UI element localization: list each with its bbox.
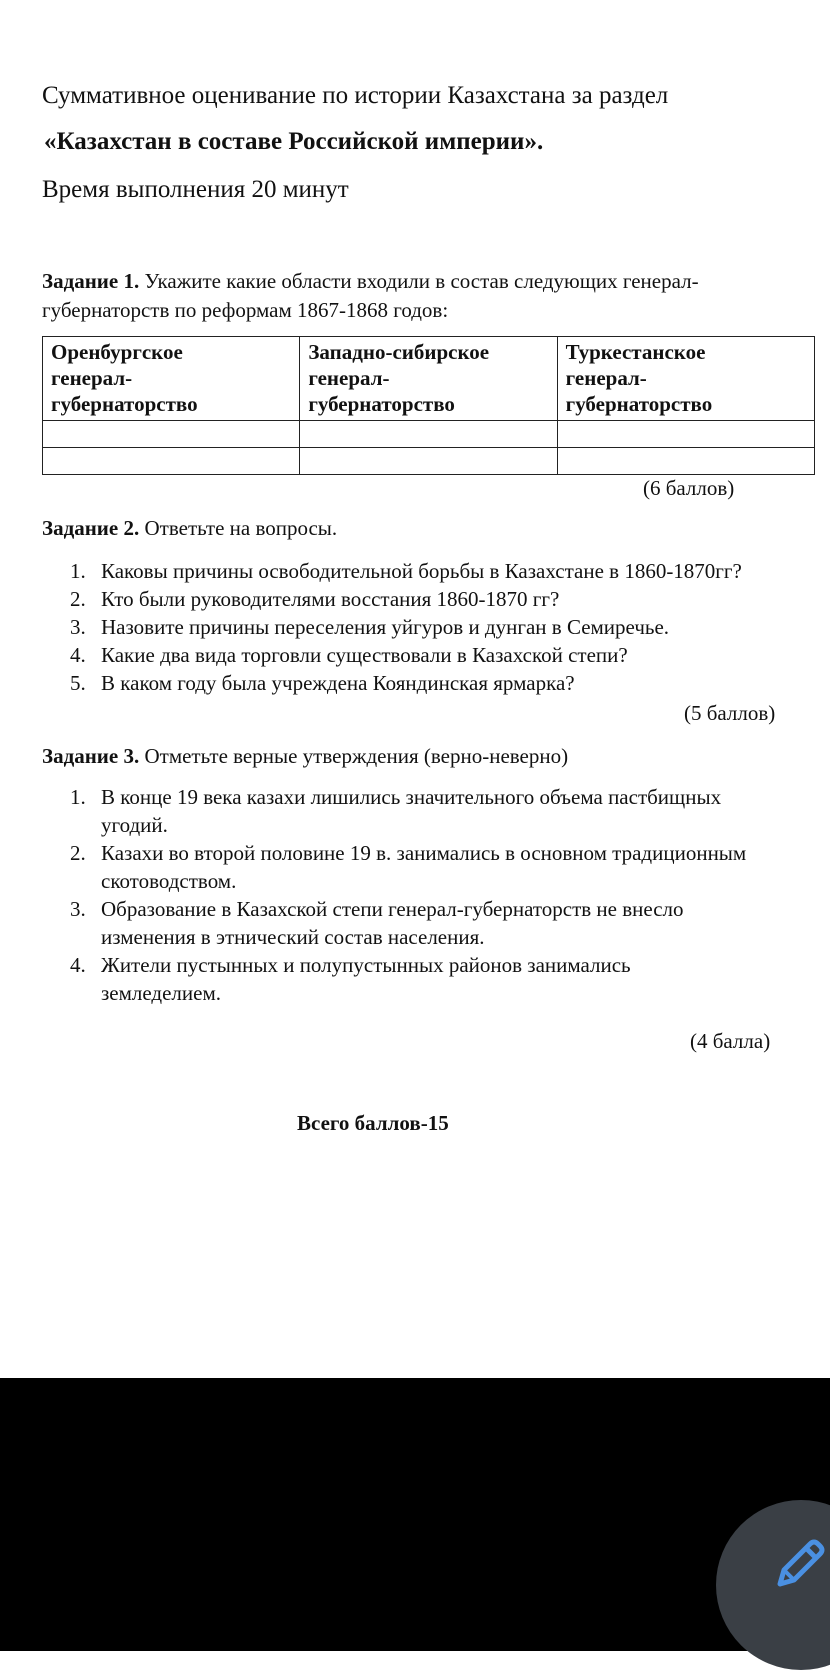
task2-label: Задание 2. (42, 516, 140, 540)
table-cell (43, 448, 300, 475)
task2-text: Ответьте на вопросы. (139, 516, 338, 540)
task1-heading (42, 267, 812, 325)
total-score: Всего баллов-15 (297, 1111, 449, 1135)
regions-table (42, 336, 815, 475)
table-cell (300, 448, 557, 475)
task3-score: (4 балла) (690, 1029, 771, 1053)
task3-label: Задание 3. (42, 744, 140, 768)
task1-text-line1: Укажите какие области входили в состав следующих генерал- (139, 269, 699, 293)
table-cell (300, 421, 557, 448)
time-limit: Время выполнения 20 минут (42, 176, 349, 203)
task2-questions (70, 557, 820, 697)
task2-heading (42, 514, 812, 543)
list-item: 5. В каком году была учреждена Кояндинская ярмарка? (70, 671, 575, 695)
list-item: 2. Кто были руководителями восстания 1860-1870 гг? (70, 587, 560, 611)
list-item: 3. Назовите причины переселения уйгуров и дунган в Семиречье. (70, 615, 670, 639)
column-turkestan: Туркестанское генерал- губернаторство (557, 337, 814, 421)
table-row (43, 448, 815, 475)
list-item: 4. Жители пустынных и полупустынных районов занимались земледелием. (70, 953, 631, 1005)
list-item: 1. В конце 19 века казахи лишились значительного объема пастбищных угодий. (70, 785, 722, 837)
task3-statements (70, 783, 820, 1007)
task1-label: Задание 1. (42, 269, 140, 293)
column-west-siberian: Западно-сибирское генерал- губернаторство (300, 337, 557, 421)
table-cell (557, 421, 814, 448)
document-title: Суммативное оценивание по истории Казахстана за раздел (42, 82, 669, 109)
pencil-icon (770, 1534, 830, 1594)
task1-text-line2: губернаторств по реформам 1867-1868 годов: (42, 298, 449, 322)
list-item: 2. Казахи во второй половине 19 в. занимались в основном традиционным скотоводством. (70, 841, 747, 893)
section-title: «Казахстан в составе Российской империи». (44, 128, 544, 155)
list-item: 4. Какие два вида торговли существовали в Казахской степи? (70, 643, 628, 667)
task3-heading (42, 742, 812, 771)
viewer-background (0, 1378, 830, 1651)
table-cell (43, 421, 300, 448)
task3-text: Отметьте верные утверждения (верно-неверно) (139, 744, 569, 768)
task1-score: (6 баллов) (643, 476, 735, 500)
table-header-row (43, 337, 815, 421)
task2-score: (5 баллов) (684, 701, 776, 725)
list-item: 1. Каковы причины освободительной борьбы в Казахстане в 1860-1870гг? (70, 559, 742, 583)
column-orenburg: Оренбургское генерал- губернаторство (43, 337, 300, 421)
list-item: 3. Образование в Казахской степи генерал-губернаторств не внесло изменения в этнический состав населения. (70, 897, 684, 949)
table-row (43, 421, 815, 448)
table-cell (557, 448, 814, 475)
